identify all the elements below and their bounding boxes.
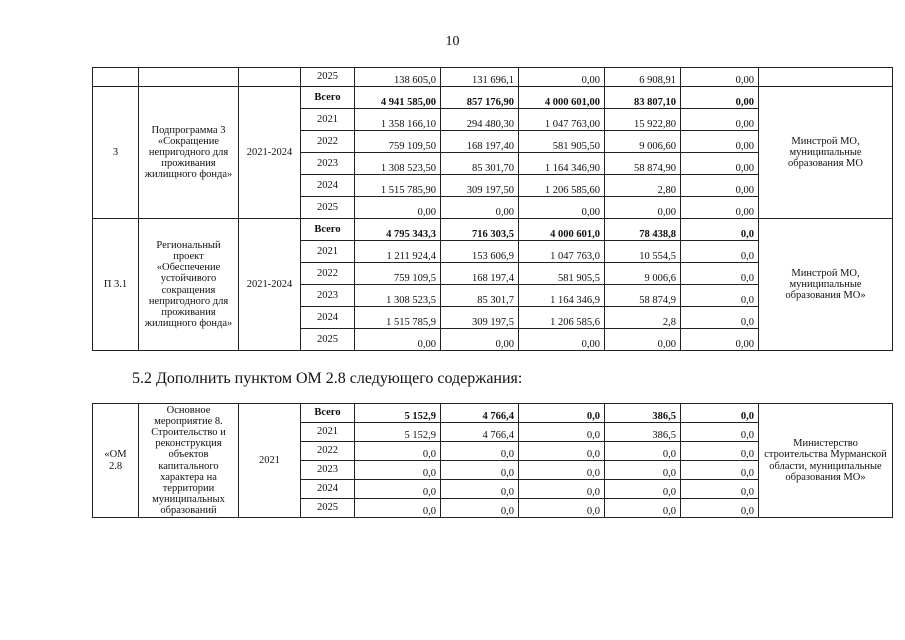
section-heading: 5.2 Дополнить пунктом ОМ 2.8 следующего содержания:: [132, 370, 523, 387]
value-cell: 0,0: [605, 442, 681, 461]
value-cell: 759 109,5: [355, 263, 441, 285]
year-cell: 2025: [301, 197, 355, 219]
value-cell: 2,80: [605, 175, 681, 197]
value-cell: 5 152,9: [355, 404, 441, 423]
year-cell: 2025: [301, 329, 355, 351]
value-cell: 0,0: [355, 461, 441, 480]
value-cell: 0,00: [681, 175, 759, 197]
year-cell: Всего: [301, 87, 355, 109]
value-cell: 0,00: [681, 87, 759, 109]
executor-cell: Минстрой МО, муниципальные образования МО: [759, 87, 893, 219]
value-cell: 9 006,6: [605, 263, 681, 285]
executor-cell: [759, 68, 893, 87]
value-cell: 0,0: [519, 423, 605, 442]
value-cell: 309 197,50: [441, 175, 519, 197]
value-cell: 0,0: [355, 442, 441, 461]
value-cell: 0,00: [441, 197, 519, 219]
value-cell: 1 164 346,90: [519, 153, 605, 175]
value-cell: 0,0: [519, 404, 605, 423]
value-cell: 0,0: [519, 499, 605, 518]
value-cell: 581 905,5: [519, 263, 605, 285]
value-cell: 83 807,10: [605, 87, 681, 109]
value-cell: 0,00: [519, 68, 605, 87]
value-cell: 0,0: [605, 480, 681, 499]
value-cell: 58 874,9: [605, 285, 681, 307]
value-cell: 4 766,4: [441, 423, 519, 442]
year-cell: 2022: [301, 131, 355, 153]
table-row: [93, 68, 893, 87]
year-cell: 2022: [301, 263, 355, 285]
value-cell: 4 766,4: [441, 404, 519, 423]
value-cell: 0,0: [441, 461, 519, 480]
table-row: [93, 404, 893, 423]
value-cell: 0,0: [681, 461, 759, 480]
value-cell: 4 000 601,00: [519, 87, 605, 109]
value-cell: 0,0: [355, 480, 441, 499]
value-cell: 0,00: [681, 329, 759, 351]
row-period-cell: [239, 68, 301, 87]
year-cell: 2024: [301, 175, 355, 197]
value-cell: 1 308 523,5: [355, 285, 441, 307]
value-cell: 294 480,30: [441, 109, 519, 131]
value-cell: 1 164 346,9: [519, 285, 605, 307]
value-cell: 0,0: [681, 499, 759, 518]
value-cell: 1 358 166,10: [355, 109, 441, 131]
value-cell: 0,0: [441, 442, 519, 461]
value-cell: 15 922,80: [605, 109, 681, 131]
year-cell: Всего: [301, 219, 355, 241]
value-cell: 0,0: [519, 442, 605, 461]
value-cell: 0,0: [681, 404, 759, 423]
value-cell: 0,0: [355, 499, 441, 518]
value-cell: 716 303,5: [441, 219, 519, 241]
value-cell: 1 047 763,00: [519, 109, 605, 131]
value-cell: 0,00: [605, 329, 681, 351]
value-cell: 0,0: [681, 241, 759, 263]
executor-cell: Министерство строительства Мурманской области, муниципальные образования МО»: [759, 404, 893, 518]
value-cell: 4 795 343,3: [355, 219, 441, 241]
value-cell: 0,00: [681, 197, 759, 219]
value-cell: 0,00: [681, 109, 759, 131]
value-cell: 0,0: [681, 307, 759, 329]
value-cell: 168 197,4: [441, 263, 519, 285]
value-cell: 0,0: [681, 219, 759, 241]
value-cell: 168 197,40: [441, 131, 519, 153]
value-cell: 1 515 785,90: [355, 175, 441, 197]
value-cell: 138 605,0: [355, 68, 441, 87]
page-number: 10: [445, 34, 460, 49]
value-cell: 0,0: [605, 499, 681, 518]
row-name-cell: [139, 68, 239, 87]
value-cell: 0,00: [519, 329, 605, 351]
value-cell: 0,0: [681, 285, 759, 307]
value-cell: 857 176,90: [441, 87, 519, 109]
value-cell: 0,0: [681, 263, 759, 285]
value-cell: 386,5: [605, 404, 681, 423]
value-cell: 1 206 585,6: [519, 307, 605, 329]
value-cell: 0,0: [441, 480, 519, 499]
table-row: [93, 87, 893, 109]
value-cell: 5 152,9: [355, 423, 441, 442]
value-cell: 0,00: [355, 197, 441, 219]
row-number-cell: П 3.1: [93, 219, 139, 351]
value-cell: 85 301,7: [441, 285, 519, 307]
value-cell: 581 905,50: [519, 131, 605, 153]
executor-cell: Минстрой МО, муниципальные образования МО»: [759, 219, 893, 351]
value-cell: 10 554,5: [605, 241, 681, 263]
value-cell: 85 301,70: [441, 153, 519, 175]
row-period-cell: 2021-2024: [239, 87, 301, 219]
year-cell: 2022: [301, 442, 355, 461]
row-number-cell: «ОМ 2.8: [93, 404, 139, 518]
value-cell: 0,0: [519, 461, 605, 480]
value-cell: 131 696,1: [441, 68, 519, 87]
budget-table-2: [92, 403, 893, 518]
row-name-cell: Основное мероприятие 8. Строительство и реконструкция объектов капитального характера на территории муниципальных образований: [139, 404, 239, 518]
year-cell: 2021: [301, 241, 355, 263]
value-cell: 0,0: [441, 499, 519, 518]
table-row: [93, 219, 893, 241]
row-number-cell: [93, 68, 139, 87]
year-cell: 2021: [301, 109, 355, 131]
row-period-cell: 2021-2024: [239, 219, 301, 351]
value-cell: 0,00: [519, 197, 605, 219]
row-number-cell: 3: [93, 87, 139, 219]
budget-table-1: [92, 67, 893, 351]
value-cell: 0,00: [605, 197, 681, 219]
value-cell: 0,00: [681, 68, 759, 87]
value-cell: 1 206 585,60: [519, 175, 605, 197]
row-period-cell: 2021: [239, 404, 301, 518]
year-cell: 2023: [301, 461, 355, 480]
row-name-cell: Подпрограмма 3 «Сокращение непригодного для проживания жилищного фонда»: [139, 87, 239, 219]
value-cell: 0,0: [681, 442, 759, 461]
year-cell: 2024: [301, 307, 355, 329]
value-cell: 0,0: [605, 461, 681, 480]
value-cell: 0,00: [441, 329, 519, 351]
value-cell: 0,00: [681, 153, 759, 175]
value-cell: 1 515 785,9: [355, 307, 441, 329]
value-cell: 153 606,9: [441, 241, 519, 263]
year-cell: 2023: [301, 153, 355, 175]
year-cell: 2025: [301, 499, 355, 518]
value-cell: 4 000 601,0: [519, 219, 605, 241]
value-cell: 2,8: [605, 307, 681, 329]
value-cell: 0,00: [681, 131, 759, 153]
value-cell: 6 908,91: [605, 68, 681, 87]
year-cell: 2024: [301, 480, 355, 499]
value-cell: 1 211 924,4: [355, 241, 441, 263]
value-cell: 0,0: [681, 423, 759, 442]
value-cell: 1 047 763,0: [519, 241, 605, 263]
year-cell: Всего: [301, 404, 355, 423]
year-cell: 2023: [301, 285, 355, 307]
value-cell: 386,5: [605, 423, 681, 442]
value-cell: 1 308 523,50: [355, 153, 441, 175]
value-cell: 0,0: [519, 480, 605, 499]
value-cell: 58 874,90: [605, 153, 681, 175]
value-cell: 9 006,60: [605, 131, 681, 153]
value-cell: 4 941 585,00: [355, 87, 441, 109]
value-cell: 0,0: [681, 480, 759, 499]
row-name-cell: Региональный проект «Обеспечение устойчивого сокращения непригодного для проживания жилищного фонда»: [139, 219, 239, 351]
value-cell: 309 197,5: [441, 307, 519, 329]
value-cell: 759 109,50: [355, 131, 441, 153]
year-cell: 2025: [301, 68, 355, 87]
value-cell: 78 438,8: [605, 219, 681, 241]
value-cell: 0,00: [355, 329, 441, 351]
year-cell: 2021: [301, 423, 355, 442]
